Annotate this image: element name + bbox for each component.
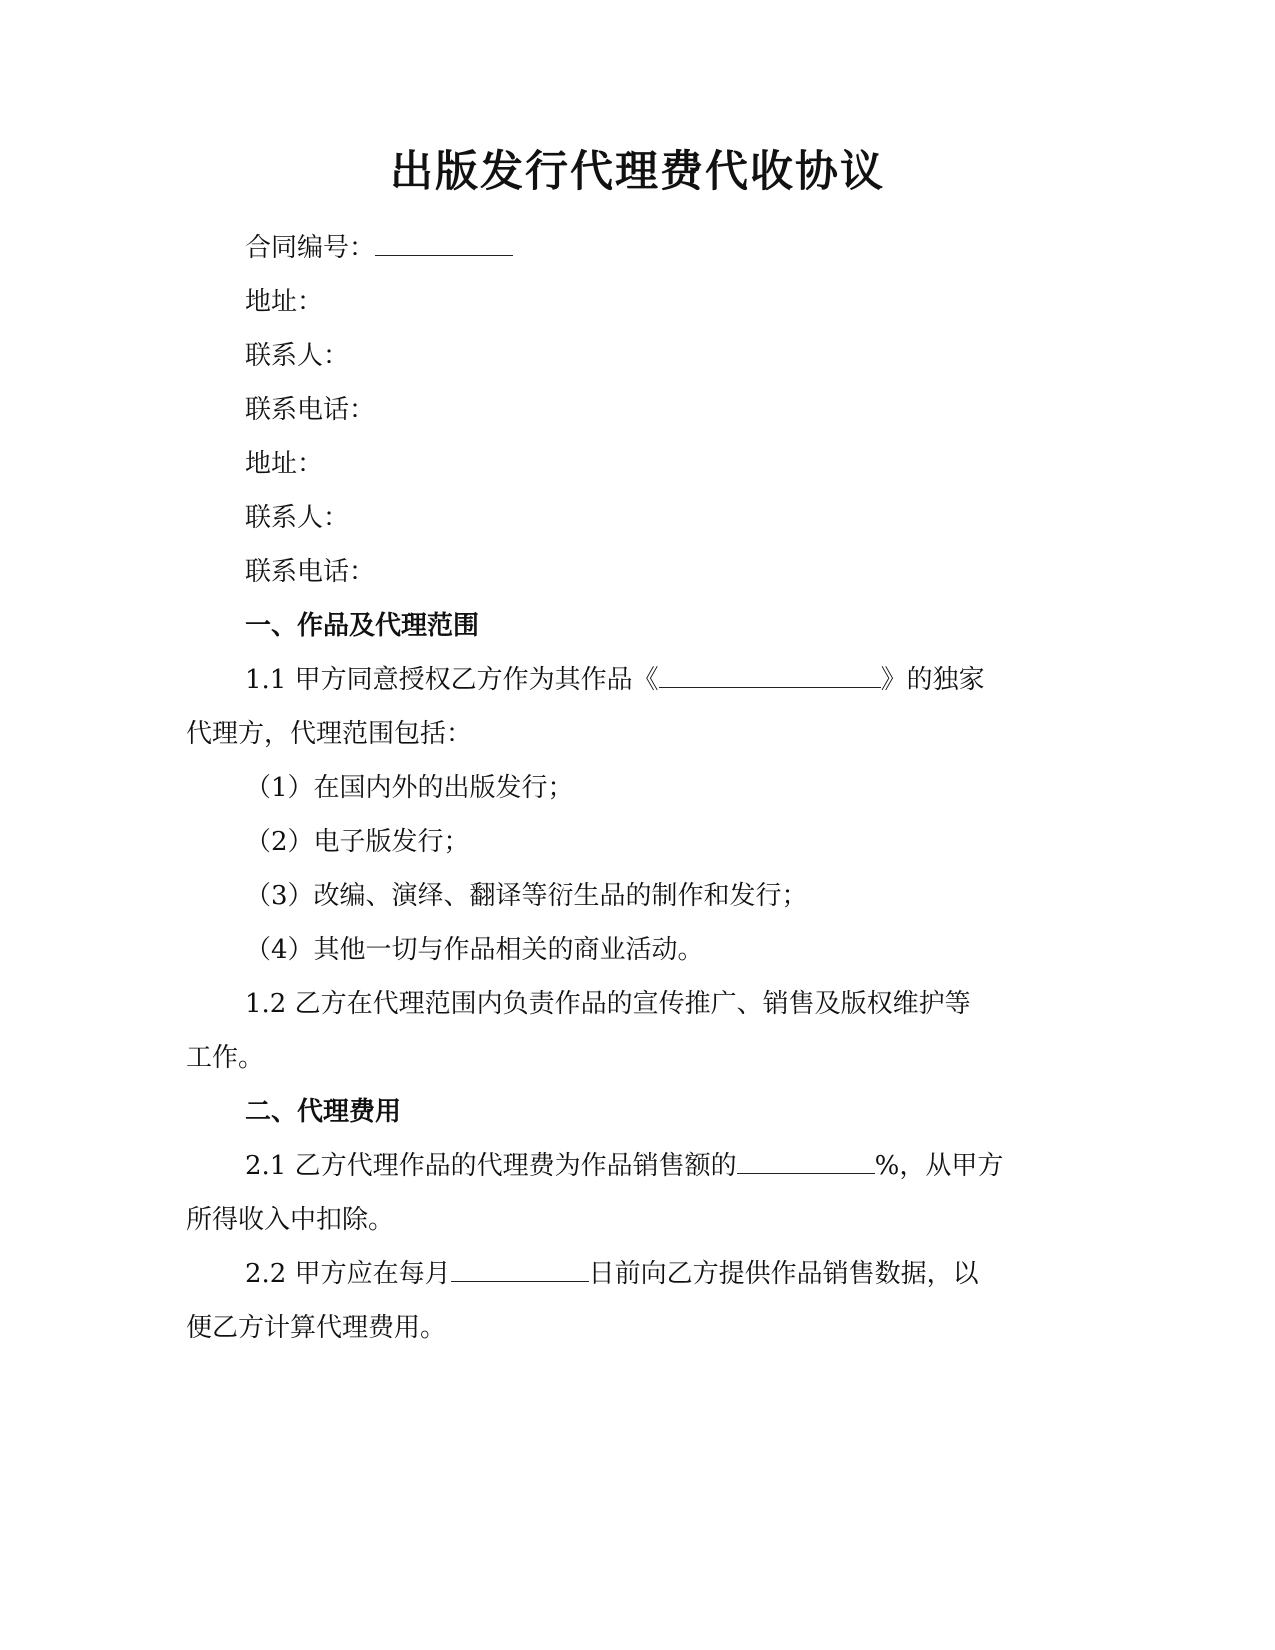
clause-2-1-text-b: %，从甲方	[874, 1151, 1004, 1181]
clause-2-2-text-a: 2.2 甲方应在每月	[245, 1259, 451, 1289]
contract-number-blank	[375, 229, 513, 256]
phone-label-a: 联系电话：	[245, 395, 376, 425]
address-label-b: 地址：	[245, 449, 324, 479]
clause-1-2-continued: 工作。	[186, 1043, 265, 1073]
section-heading-fees: 二、代理费用	[245, 1097, 402, 1127]
scope-item-3: （3）改编、演绎、翻译等衍生品的制作和发行；	[245, 881, 808, 911]
clause-1-1-text-a: 1.1 甲方同意授权乙方作为其作品《	[245, 665, 659, 695]
address-label-a: 地址：	[245, 287, 324, 317]
scope-item-2: （2）电子版发行；	[245, 827, 470, 857]
scope-item-1: （1）在国内外的出版发行；	[245, 773, 574, 803]
clause-1-2: 1.2 乙方在代理范围内负责作品的宣传推广、销售及版权维护等	[245, 989, 971, 1019]
section-heading-scope: 一、作品及代理范围	[245, 611, 480, 641]
percentage-blank	[737, 1147, 875, 1174]
clause-1-1-continued: 代理方，代理范围包括：	[186, 719, 473, 749]
clause-1-1	[245, 660, 985, 700]
clause-2-1	[245, 1146, 1003, 1186]
contract-number-label: 合同编号：	[245, 233, 376, 263]
clause-2-2-continued: 便乙方计算代理费用。	[186, 1313, 447, 1343]
contract-number-line	[245, 228, 513, 268]
document-title: 出版发行代理费代收协议	[390, 147, 885, 197]
clause-1-1-text-b: 》的独家	[880, 665, 985, 695]
work-title-blank	[659, 661, 881, 688]
clause-2-1-continued: 所得收入中扣除。	[186, 1205, 395, 1235]
day-blank	[451, 1255, 589, 1282]
clause-2-2	[245, 1254, 979, 1294]
phone-label-b: 联系电话：	[245, 557, 376, 587]
clause-2-1-text-a: 2.1 乙方代理作品的代理费为作品销售额的	[245, 1151, 737, 1181]
clause-2-2-text-b: 日前向乙方提供作品销售数据，以	[588, 1259, 979, 1289]
contact-label-a: 联系人：	[245, 341, 350, 371]
scope-item-4: （4）其他一切与作品相关的商业活动。	[245, 935, 704, 965]
contact-label-b: 联系人：	[245, 503, 350, 533]
